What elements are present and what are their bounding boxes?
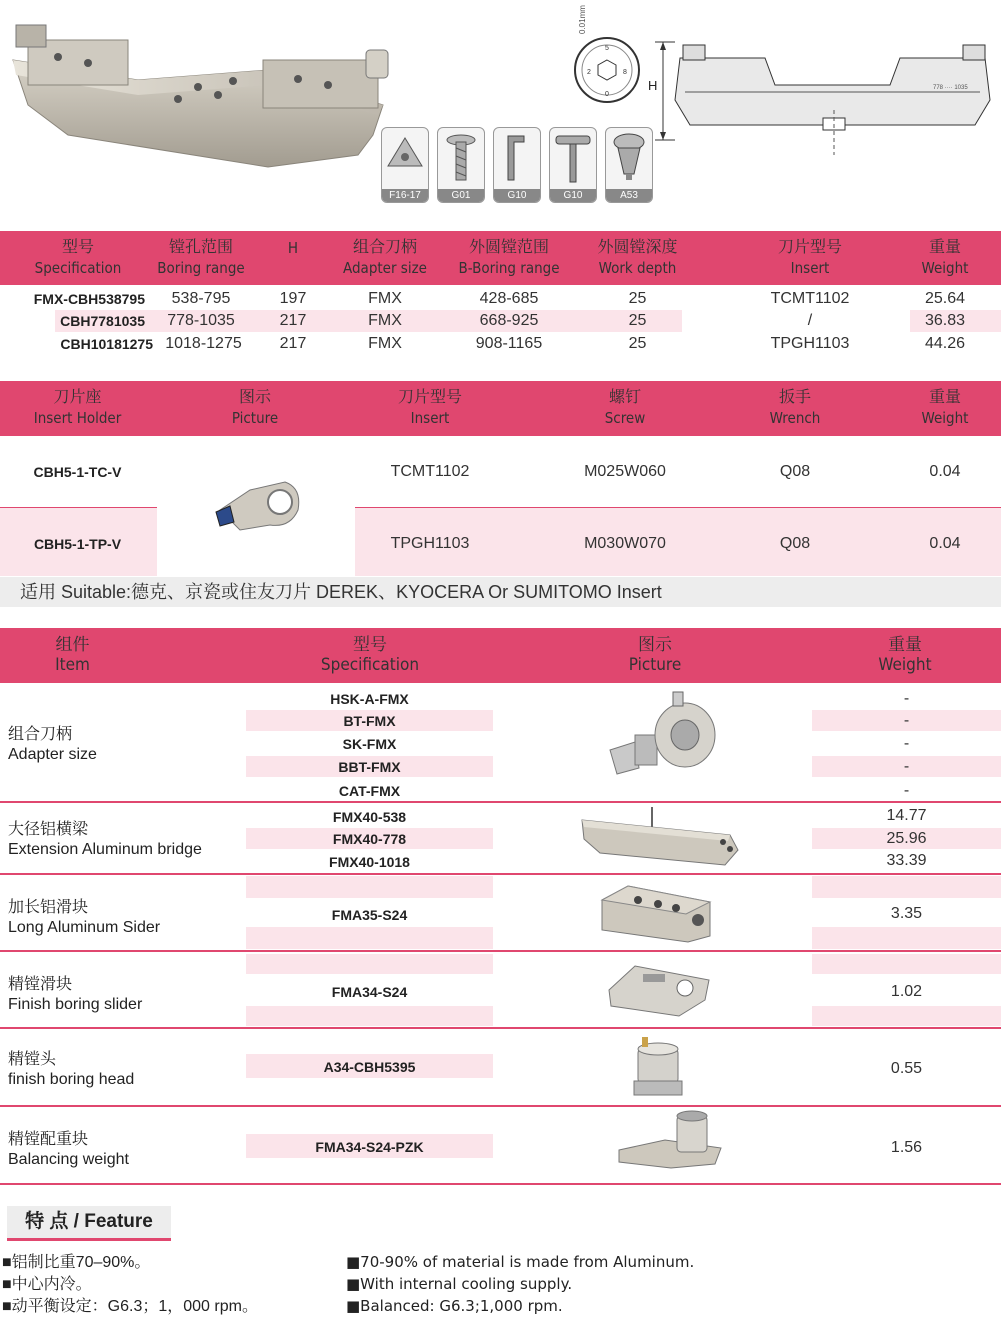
table-row: BT-FMX xyxy=(343,713,396,729)
technical-side-drawing xyxy=(645,30,1001,160)
t3-header-picture: 图示 Picture xyxy=(628,635,682,675)
insert-icon xyxy=(381,127,429,203)
t1-header-spec: 型号 Specification xyxy=(34,239,122,277)
t1-header-weight: 重量 Weight xyxy=(921,239,969,277)
t1-header-b-boring: 外圆镗范围 B-Boring range xyxy=(458,239,560,277)
table2-header xyxy=(0,381,1001,436)
svg-text:2: 2 xyxy=(587,69,591,76)
table-row: A34-CBH5395 xyxy=(323,1059,416,1075)
balancing-weight-image xyxy=(615,1110,725,1170)
t2-header-insert: 刀片型号 Insert xyxy=(397,389,462,427)
table-row: FMA35-S24 xyxy=(331,907,408,923)
screw-icon xyxy=(437,127,485,203)
icon-label: G10 xyxy=(550,189,596,202)
svg-text:5: 5 xyxy=(605,45,609,52)
feature-en-3: ■Balanced: G6.3;1,000 rpm. xyxy=(346,1297,563,1315)
t1-header-insert: 刀片型号 Insert xyxy=(777,239,842,277)
t2-header-picture: 图示 Picture xyxy=(231,389,279,427)
t1-header-adapter: 组合刀柄 Adapter size xyxy=(343,239,427,277)
t1-header-h: H xyxy=(287,239,299,257)
finish-slider-image xyxy=(605,960,715,1020)
suitable-inserts-note: 适用 Suitable:德克、京瓷或住友刀片 DEREK、KYOCERA Or SUMITOMO Insert xyxy=(0,577,1001,607)
t2-header-weight: 重量 Weight xyxy=(921,389,969,427)
t2-header-screw: 螺钉 Screw xyxy=(604,389,646,427)
key-wrench-icon xyxy=(493,127,541,203)
t3-header-weight: 重量 Weight xyxy=(878,635,932,675)
range-dimension-label: 778 ···· 1035 xyxy=(933,85,968,91)
feature-cn-2: ■中心内冷。 xyxy=(2,1276,92,1293)
table-row: BBT-FMX xyxy=(338,759,401,775)
feature-title: 特 点 / Feature xyxy=(7,1206,171,1241)
table-row: HSK-A-FMX xyxy=(330,691,409,707)
adapter-image xyxy=(605,690,720,780)
table-row: FMX40-778 xyxy=(332,831,407,847)
feature-cn-3: ■动平衡设定：G6.3；1，000 rpm。 xyxy=(2,1298,258,1315)
table-row: FMA34-S24 xyxy=(331,984,408,1000)
long-slider-image xyxy=(598,880,718,946)
t3-header-spec: 型号 Specification xyxy=(320,635,420,675)
aluminum-bridge-image xyxy=(580,805,740,870)
t1-header-work-depth: 外圆镗深度 Work depth xyxy=(597,239,678,277)
icon-label: F16-17 xyxy=(382,189,428,202)
icon-label: G10 xyxy=(494,189,540,202)
icon-label: A53 xyxy=(606,189,652,202)
table-row: FMA34-S24-PZK xyxy=(315,1139,424,1155)
dial-scale-label: 0.01mm xyxy=(578,5,587,34)
t1-header-boring-range: 镗孔范围 Boring range xyxy=(157,239,245,277)
table-row: FMX40-538 xyxy=(332,809,407,825)
table-row: FMX40-1018 xyxy=(329,854,410,870)
feature-cn-1: ■铝制比重70–90%。 xyxy=(2,1254,151,1271)
insert-holder-image xyxy=(210,470,305,542)
height-dimension-label: H xyxy=(648,78,658,93)
t-wrench-icon xyxy=(549,127,597,203)
table3-header xyxy=(0,628,1001,683)
boring-bridge-product-image xyxy=(8,15,393,173)
icon-label: G01 xyxy=(438,189,484,202)
svg-text:8: 8 xyxy=(623,69,627,76)
feature-en-2: ■With internal cooling supply. xyxy=(346,1275,573,1293)
finish-head-image xyxy=(630,1035,685,1103)
svg-text:0: 0 xyxy=(605,91,609,98)
t2-header-holder: 刀片座 Insert Holder xyxy=(33,389,122,427)
table-row: CAT-FMX xyxy=(338,783,401,799)
table-row: SK-FMX xyxy=(342,736,397,752)
t2-header-wrench: 扳手 Wrench xyxy=(769,389,821,427)
feature-en-1: ■70-90% of material is made from Aluminum. xyxy=(346,1253,695,1271)
t3-header-item: 组件 Item xyxy=(55,635,90,675)
